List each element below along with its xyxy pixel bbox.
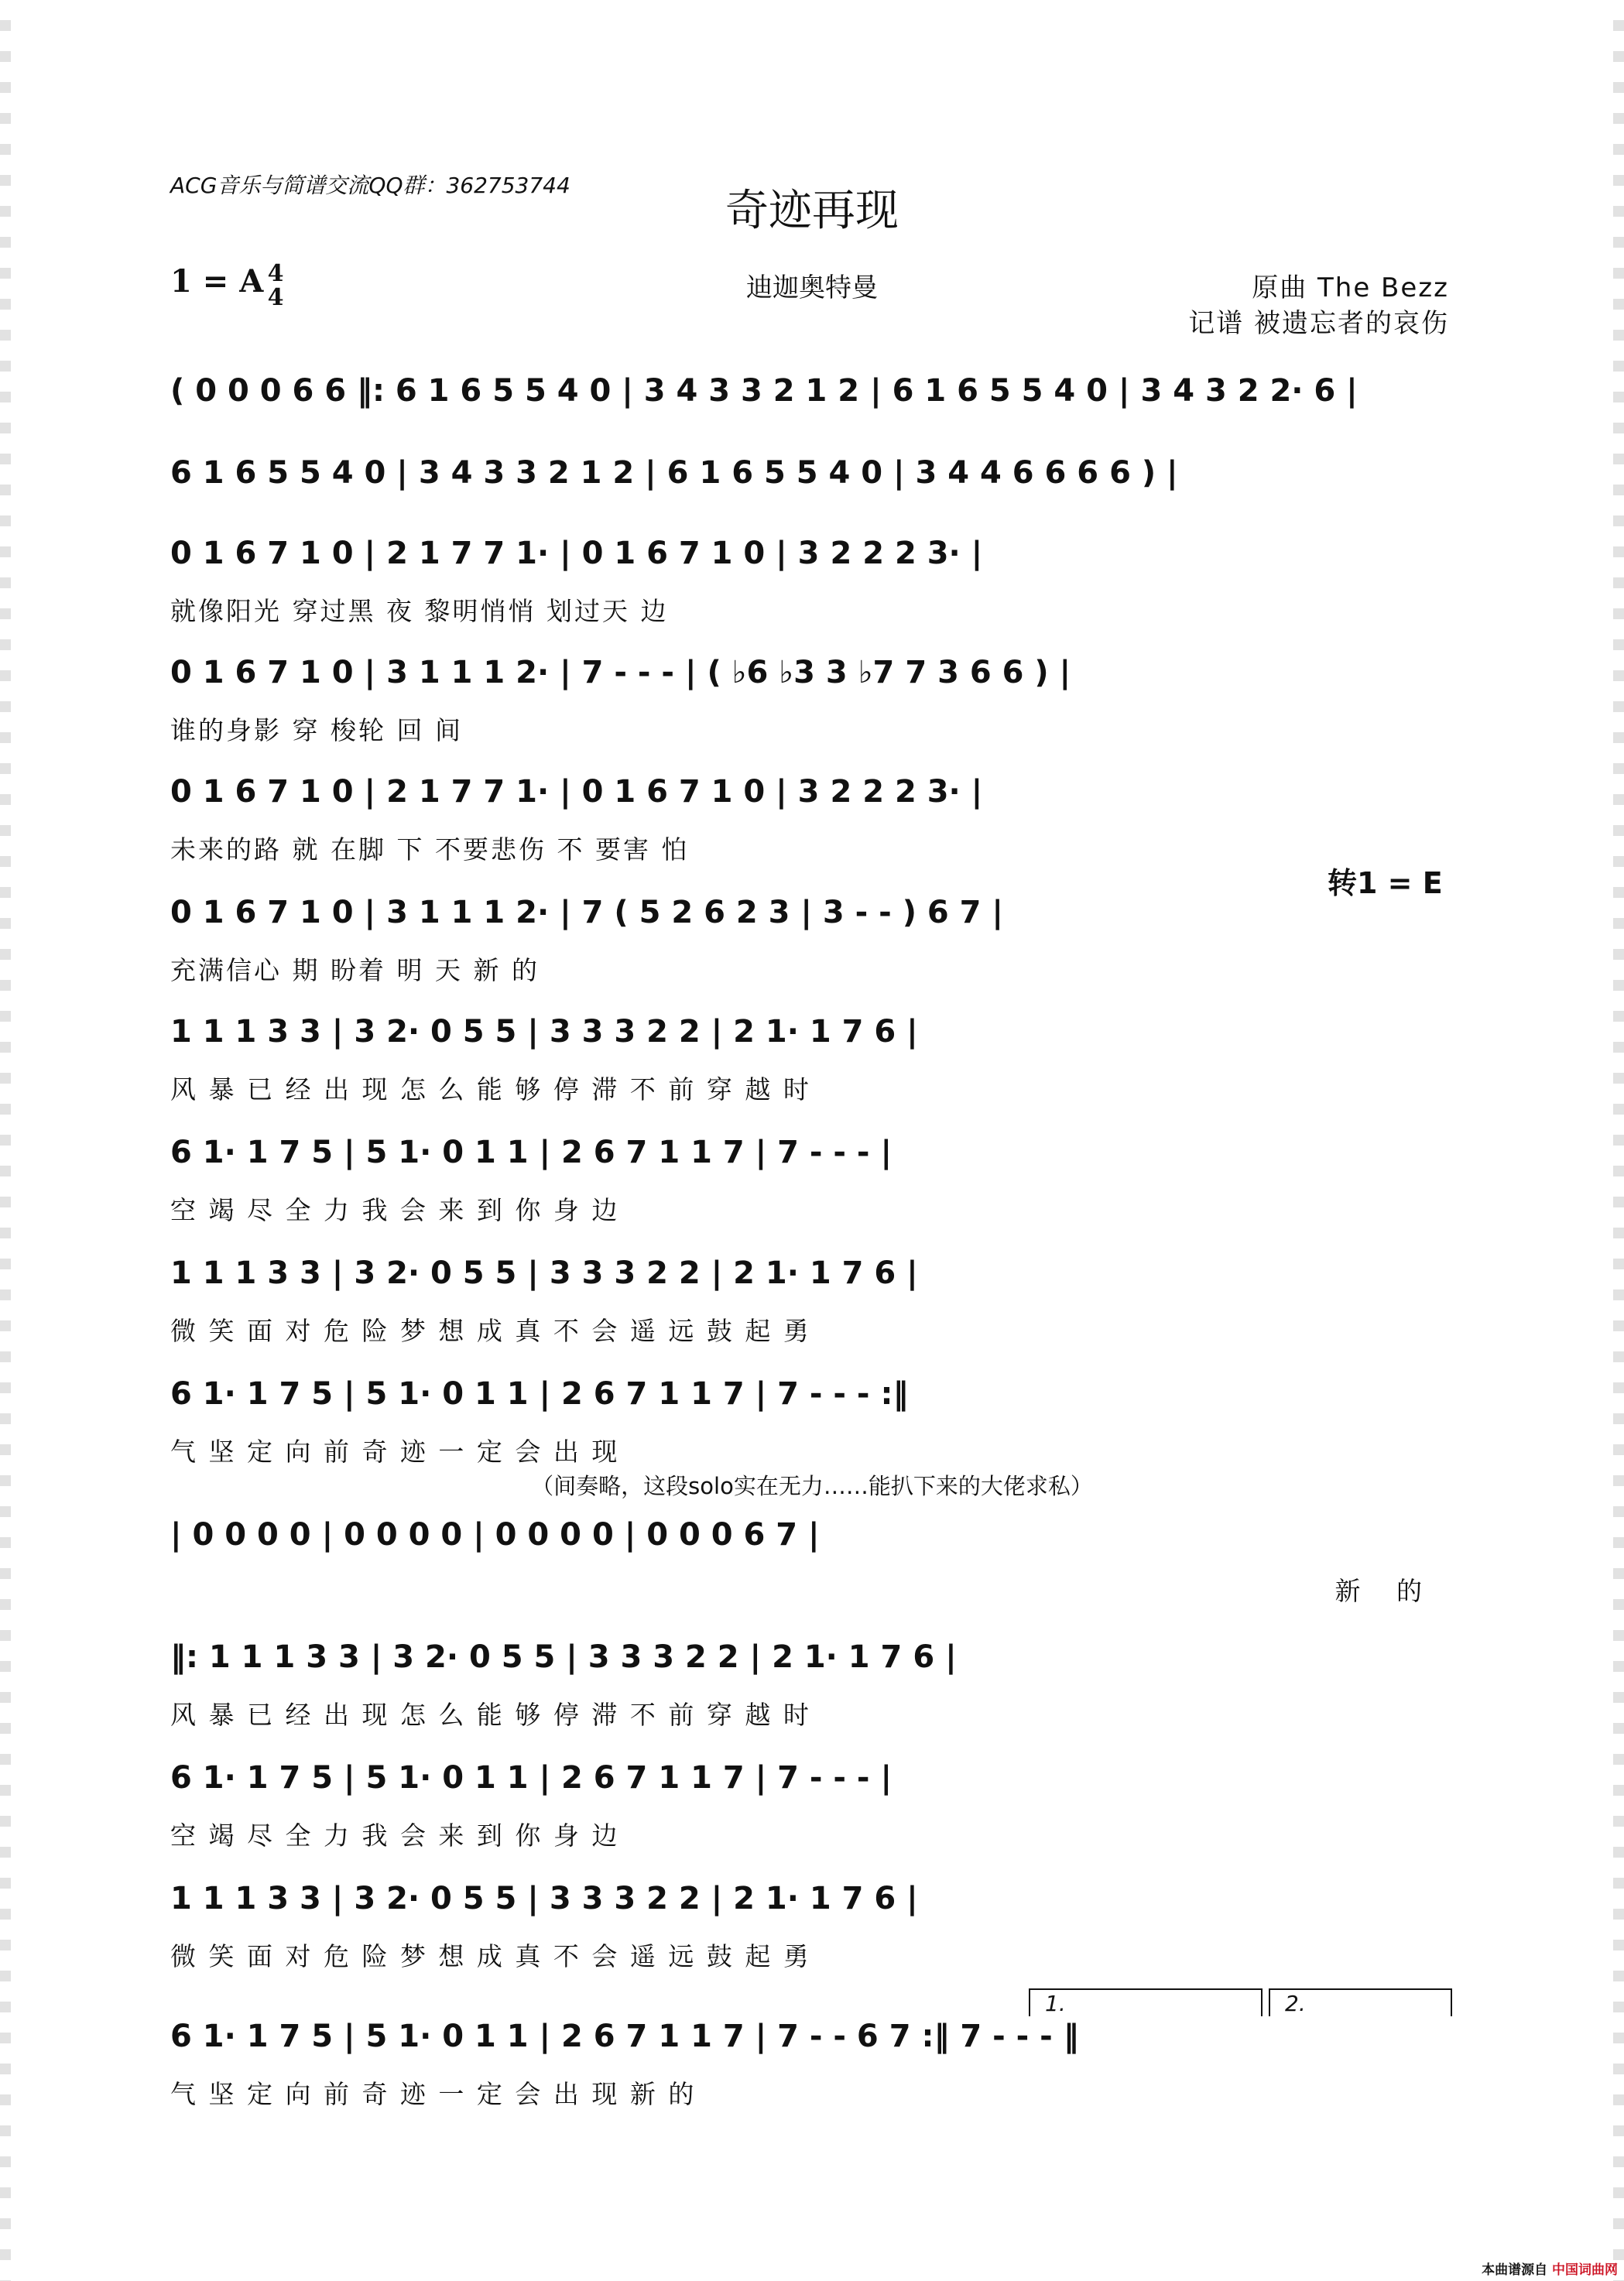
notation-row: ( 0 0 0 6 6 ‖: 6 1 6 5 5 4 0 | 3 4 3 3 2 1 2 | 6 1 6 5 5 4 0 | 3 4 3 2 2· 6 | (170, 373, 1358, 409)
lyric-row: 充满信心 期 盼着 明 天 新 的 (170, 955, 540, 985)
lyric-row: 风 暴 已 经 出 现 怎 么 能 够 停 滞 不 前 穿 越 时 (170, 1700, 811, 1730)
notation-row: 6 1· 1 7 5 | 5 1· 0 1 1 | 2 6 7 1 1 7 | 7 - - - | (170, 1760, 893, 1796)
lyric-row: 空 竭 尽 全 力 我 会 来 到 你 身 边 (170, 1820, 620, 1851)
singer: 迪迦奥特曼 (746, 272, 878, 303)
transcriber-credit: 记谱 被遗忘者的哀伤 (1188, 308, 1449, 339)
notation-row: 0 1 6 7 1 0 | 2 1 7 7 1· | 0 1 6 7 1 0 | 3 2 2 2 3· | (170, 774, 983, 810)
time-signature-top: 4 (267, 260, 284, 287)
notation-row: 1 1 1 3 3 | 3 2· 0 5 5 | 3 3 3 2 2 | 2 1· 1 7 6 | (170, 1014, 918, 1050)
notation-row: 1 1 1 3 3 | 3 2· 0 5 5 | 3 3 3 2 2 | 2 1· 1 7 6 | (170, 1881, 918, 1916)
lyric-row: 微 笑 面 对 危 险 梦 想 成 真 不 会 遥 远 鼓 起 勇 (170, 1941, 811, 1971)
lyric-row: 风 暴 已 经 出 现 怎 么 能 够 停 滞 不 前 穿 越 时 (170, 1074, 811, 1105)
notation-row: 6 1· 1 7 5 | 5 1· 0 1 1 | 2 6 7 1 1 7 | 7 - - 6 7 :‖ 7 - - - ‖ (170, 2019, 1079, 2054)
lyric-row: 空 竭 尽 全 力 我 会 来 到 你 身 边 (170, 1195, 620, 1225)
footer-site-link[interactable]: 中国词曲网 (1552, 2262, 1618, 2278)
lyric-row: 谁的身影 穿 梭轮 回 间 (170, 715, 463, 745)
lyric-row: 新 的 (1334, 1576, 1424, 1606)
notation-row: ‖: 1 1 1 3 3 | 3 2· 0 5 5 | 3 3 3 2 2 | 2 1· 1 7 6 | (170, 1639, 957, 1675)
lyric-row: 微 笑 面 对 危 险 梦 想 成 真 不 会 遥 远 鼓 起 勇 (170, 1316, 811, 1346)
volta-first-label: 1. (1045, 1991, 1066, 2016)
lyric-row: 未来的路 就 在脚 下 不要悲伤 不 要害 怕 (170, 834, 690, 865)
lyric-row: 气 坚 定 向 前 奇 迹 一 定 会 出 现 (170, 1437, 620, 1467)
key-signature: 1 = A (170, 263, 264, 300)
notation-row: 6 1· 1 7 5 | 5 1· 0 1 1 | 2 6 7 1 1 7 | 7 - - - | (170, 1135, 893, 1170)
notation-row: | 0 0 0 0 | 0 0 0 0 | 0 0 0 0 | 0 0 0 6 7 | (170, 1517, 820, 1553)
qq-group-text: ACG音乐与简谱交流QQ群：362753744 (170, 173, 570, 198)
footer-source (1482, 2259, 1618, 2278)
footer-source-text: 本曲谱源自 (1482, 2262, 1548, 2278)
time-signature-bottom: 4 (267, 284, 284, 311)
notation-row: 0 1 6 7 1 0 | 3 1 1 1 2· | 7 - - - | ( ♭6 ♭3 3 ♭7 7 3 6 6 ) | (170, 655, 1071, 690)
lyric-row: 就像阳光 穿过黑 夜 黎明悄悄 划过天 边 (170, 596, 669, 626)
key-change-marker: 转1 = E (1328, 866, 1443, 900)
notation-row: 0 1 6 7 1 0 | 3 1 1 1 2· | 7 ( 5 2 6 2 3 | 3 - - ) 6 7 | (170, 895, 1004, 930)
song-title: 奇迹再现 (725, 186, 899, 236)
volta-second-label: 2. (1285, 1991, 1306, 2016)
notation-row: 0 1 6 7 1 0 | 2 1 7 7 1· | 0 1 6 7 1 0 | 3 2 2 2 3· | (170, 536, 983, 571)
notation-row: 6 1· 1 7 5 | 5 1· 0 1 1 | 2 6 7 1 1 7 | 7 - - - :‖ (170, 1376, 909, 1412)
notation-row: 1 1 1 3 3 | 3 2· 0 5 5 | 3 3 3 2 2 | 2 1· 1 7 6 | (170, 1255, 918, 1291)
interlude-note: （间奏略，这段solo实在无力……能扒下来的大佬求私） (531, 1473, 1093, 1499)
original-credit: 原曲 The Bezz (1252, 272, 1449, 303)
lyric-row: 气 坚 定 向 前 奇 迹 一 定 会 出 现 新 的 (170, 2079, 697, 2109)
notation-row: 6 1 6 5 5 4 0 | 3 4 3 3 2 1 2 | 6 1 6 5 5 4 0 | 3 4 4 6 6 6 6 ) | (170, 455, 1178, 491)
